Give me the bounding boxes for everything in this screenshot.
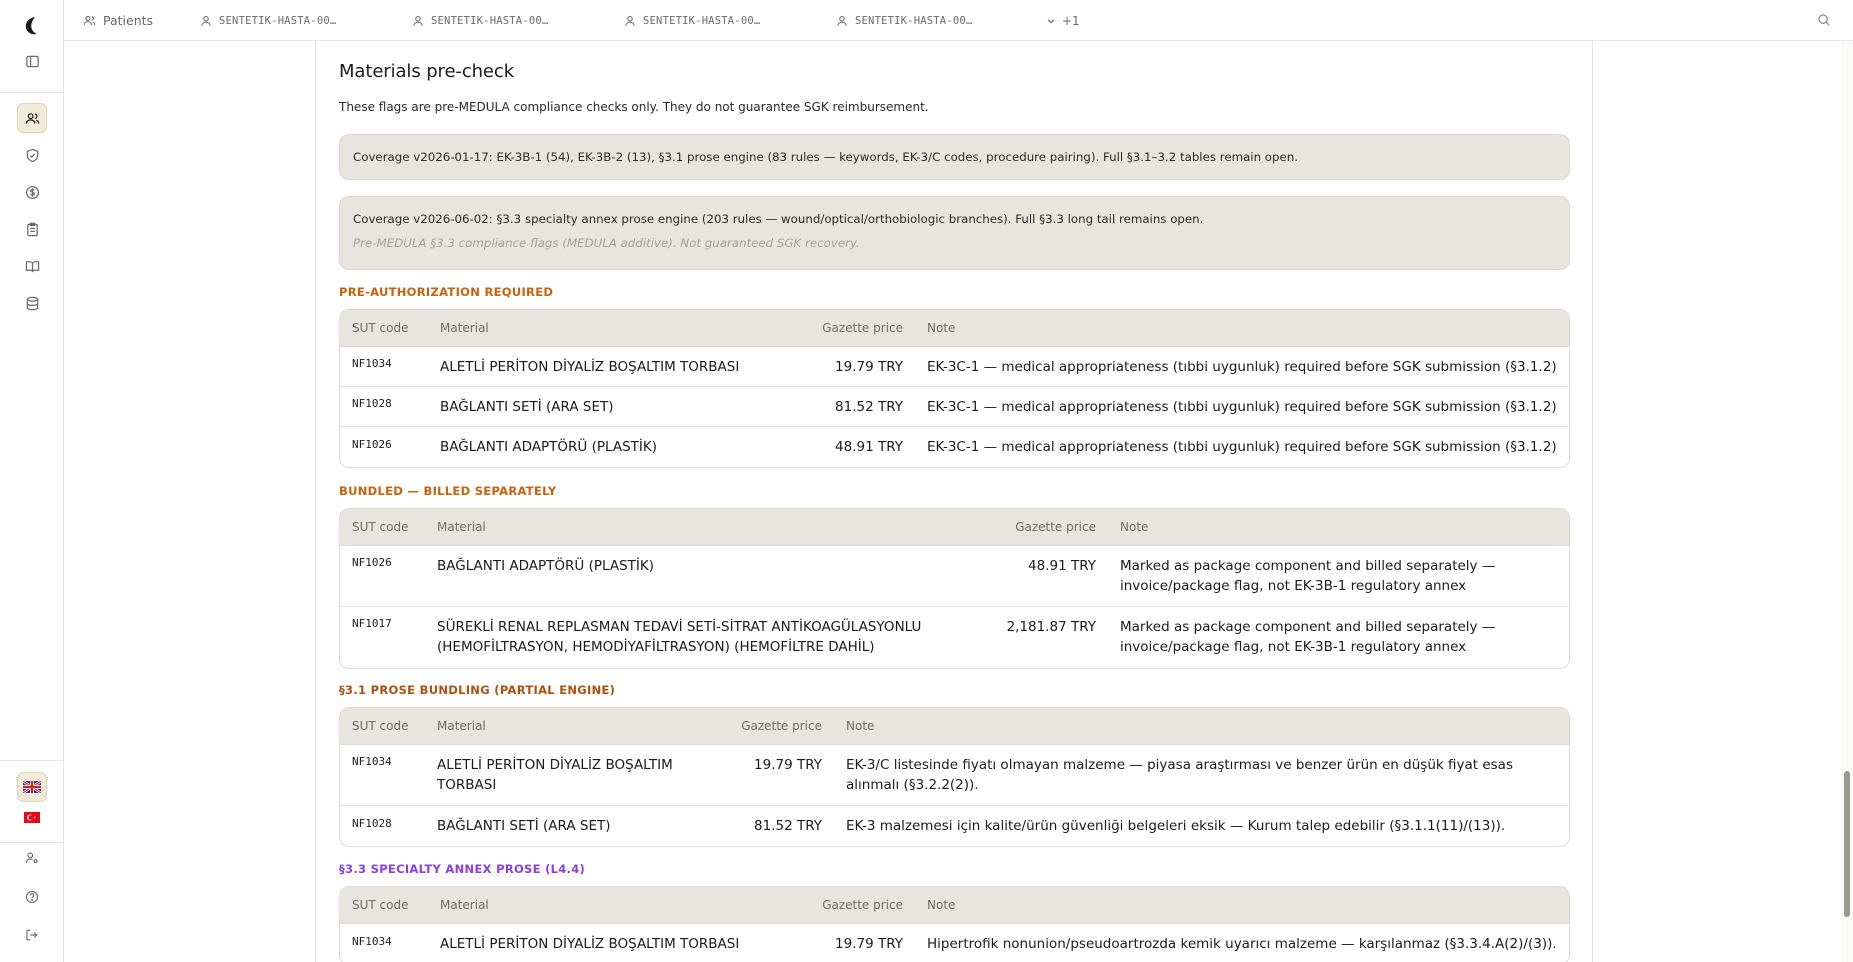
more-tabs-button[interactable]: [1046, 0, 1080, 41]
sut-code: NF1034: [352, 357, 392, 370]
scrollbar[interactable]: [1841, 41, 1853, 962]
column-header-material: Material: [440, 321, 489, 335]
tab-patient-label: SENTETIK-HASTA-00…: [643, 14, 761, 27]
chevron-down-icon: [1046, 16, 1056, 26]
gazette-price: 48.91 TRY: [1028, 558, 1096, 574]
tab-patient[interactable]: [624, 0, 760, 41]
row-note: Hipertrofik nonunion/pseudoartrozda kemik uyarıcı malzeme — karşılanmaz (§3.3.4.A(2)/(3)).: [927, 936, 1557, 952]
user-icon: [412, 15, 424, 27]
material-name: ALETLİ PERİTON DİYALİZ BOŞALTIM TORBASI: [437, 757, 673, 793]
rail-divider: [0, 760, 64, 761]
row-note: Marked as package component and billed separately — invoice/package flag, not EK-3B-1 regulatory annex: [1120, 619, 1496, 655]
row-note: EK-3/C listesinde fiyatı olmayan malzeme — piyasa araştırması ve benzer ürün en düşük fiyat esas alınmalı (§3.2.2(2)).: [846, 757, 1513, 793]
row-note: EK-3C-1 — medical appropriateness (tıbbi uygunluk) required before SGK submission (§3.1.2): [927, 358, 1557, 375]
sut-code: NF1017: [352, 617, 392, 630]
disclaimer-text: These flags are pre-MEDULA compliance checks only. They do not guarantee SGK reimbursement.: [339, 100, 929, 114]
gazette-price: 19.79 TRY: [754, 757, 822, 773]
tab-patient[interactable]: [836, 0, 972, 41]
column-header-note: Note: [1120, 520, 1149, 534]
material-name: ALETLİ PERİTON DİYALİZ BOŞALTIM TORBASI: [440, 936, 740, 952]
section-title: §3.1 PROSE BUNDLING (PARTIAL ENGINE): [339, 683, 616, 697]
column-header-note: Note: [927, 321, 956, 335]
row-note: Marked as package component and billed separately — invoice/package flag, not EK-3B-1 regulatory annex: [1120, 558, 1496, 594]
sut-code: NF1034: [352, 934, 392, 948]
column-header-price: Gazette price: [1015, 520, 1096, 534]
specialty-annex-table: [339, 886, 1570, 962]
coverage-note: [339, 134, 1570, 180]
coverage-subtext: Pre-MEDULA §3.3 compliance flags (MEDULA additive). Not guaranteed SGK recovery.: [353, 236, 860, 250]
table-row: [340, 745, 1569, 806]
database-icon[interactable]: [17, 288, 47, 318]
search-icon[interactable]: [1817, 13, 1831, 31]
tab-patient[interactable]: [200, 0, 336, 41]
section-title: PRE-AUTHORIZATION REQUIRED: [339, 285, 554, 299]
table-row: [340, 387, 1569, 427]
section-title: BUNDLED — BILLED SEPARATELY: [339, 484, 557, 498]
scrollbar-thumb[interactable]: [1844, 771, 1850, 917]
language-en-flag-icon[interactable]: [17, 772, 47, 802]
row-note: EK-3C-1 — medical appropriateness (tıbbi uygunluk) required before SGK submission (§3.1.2): [927, 398, 1557, 415]
tab-patient-label: SENTETIK-HASTA-00…: [431, 14, 549, 27]
column-header-price: Gazette price: [822, 321, 903, 335]
gazette-price: 19.79 TRY: [835, 358, 903, 375]
gazette-price: 48.91 TRY: [835, 439, 903, 455]
gazette-price: 81.52 TRY: [835, 398, 903, 415]
column-header-material: Material: [440, 898, 489, 912]
patients-icon[interactable]: [17, 103, 47, 133]
logout-icon[interactable]: [17, 920, 47, 950]
dollar-circle-icon[interactable]: [17, 177, 47, 207]
column-header-material: Material: [437, 719, 486, 733]
table-row: [340, 924, 1569, 962]
sut-code: NF1028: [352, 816, 392, 830]
material-name: SÜREKLİ RENAL REPLASMAN TEDAVİ SETİ-SİTRAT ANTİKOAGÜLASYONLU (HEMOFİLTRASYON, HEMODİYAFİLTRASYON) (HEMOFİLTRE DAHİL): [437, 619, 922, 655]
tab-patient-label: SENTETIK-HASTA-00…: [855, 14, 973, 27]
column-header-code: SUT code: [352, 898, 409, 912]
tab-patients[interactable]: [83, 0, 153, 41]
more-tabs-count: +1: [1062, 13, 1080, 28]
table-row: [340, 806, 1569, 846]
material-name: BAĞLANTI SETİ (ARA SET): [440, 398, 614, 415]
user-icon: [624, 15, 636, 27]
column-header-material: Material: [437, 520, 486, 534]
rail-divider: [0, 92, 64, 93]
sut-code: NF1028: [352, 397, 392, 410]
sut-code: NF1026: [352, 437, 392, 451]
column-header-note: Note: [927, 898, 956, 912]
material-name: BAĞLANTI SETİ (ARA SET): [437, 818, 611, 834]
table-header: [340, 887, 1569, 924]
left-rail: [0, 0, 64, 962]
sut-code: NF1026: [352, 556, 392, 569]
column-header-code: SUT code: [352, 719, 409, 733]
coverage-text: Coverage v2026-06-02: §3.3 specialty annex prose engine (203 rules — wound/optical/orthobiologic branches). Full §3.3 long tail remains open.: [353, 212, 1204, 226]
patients-icon: [83, 14, 96, 27]
sidebar-toggle-icon[interactable]: [17, 46, 47, 76]
material-name: BAĞLANTI ADAPTÖRÜ (PLASTİK): [440, 439, 657, 455]
table-header: [340, 708, 1569, 745]
top-tab-bar: [64, 0, 1853, 41]
row-note: EK-3C-1 — medical appropriateness (tıbbi uygunluk) required before SGK submission (§3.1.2): [927, 439, 1557, 455]
sut-code: NF1034: [352, 755, 392, 768]
column-header-price: Gazette price: [822, 898, 903, 912]
column-header-note: Note: [846, 719, 875, 733]
material-name: BAĞLANTI ADAPTÖRÜ (PLASTİK): [437, 558, 654, 574]
tab-patients-label: Patients: [103, 13, 154, 28]
gazette-price: 19.79 TRY: [835, 936, 903, 952]
app-logo-icon[interactable]: [20, 14, 44, 38]
coverage-text: Coverage v2026-01-17: EK-3B-1 (54), EK-3B-2 (13), §3.1 prose engine (83 rules — keywords, EK-3/C codes, procedure pairing). Full §3.1–3.2 tables remain open.: [353, 150, 1298, 164]
table-row: [340, 607, 1569, 668]
table-row: [340, 347, 1569, 387]
column-header-code: SUT code: [352, 520, 409, 534]
materials-precheck-panel: [315, 41, 1593, 962]
tab-patient[interactable]: [412, 0, 548, 41]
table-row: [340, 546, 1569, 607]
clipboard-icon[interactable]: [17, 214, 47, 244]
shield-check-icon[interactable]: [17, 140, 47, 170]
column-header-price: Gazette price: [741, 719, 822, 733]
language-tr-flag-icon[interactable]: [17, 802, 47, 832]
gazette-price: 2,181.87 TRY: [1006, 619, 1096, 635]
table-header: [340, 310, 1569, 347]
tab-patient-label: SENTETIK-HASTA-00…: [219, 14, 337, 27]
material-name: ALETLİ PERİTON DİYALİZ BOŞALTIM TORBASI: [440, 358, 740, 375]
row-note: EK-3 malzemesi için kalite/ürün güvenliği belgeleri eksik — Kurum talep edebilir (§3.1.1(11)/(13)).: [846, 818, 1506, 834]
user-settings-icon[interactable]: [17, 843, 47, 873]
gazette-price: 81.52 TRY: [754, 818, 822, 834]
prose-bundling-table: [339, 707, 1570, 847]
user-icon: [200, 15, 212, 27]
table-row: [340, 427, 1569, 467]
help-icon[interactable]: [17, 882, 47, 912]
column-header-code: SUT code: [352, 321, 409, 335]
user-icon: [836, 15, 848, 27]
table-header: [340, 509, 1569, 546]
page-title: Materials pre-check: [339, 61, 515, 82]
coverage-note: [339, 196, 1570, 270]
bundled-table: [339, 508, 1570, 669]
book-icon[interactable]: [17, 251, 47, 281]
section-title: §3.3 SPECIALTY ANNEX PROSE (L4.4): [339, 862, 586, 876]
pre-authorization-table: [339, 309, 1570, 468]
